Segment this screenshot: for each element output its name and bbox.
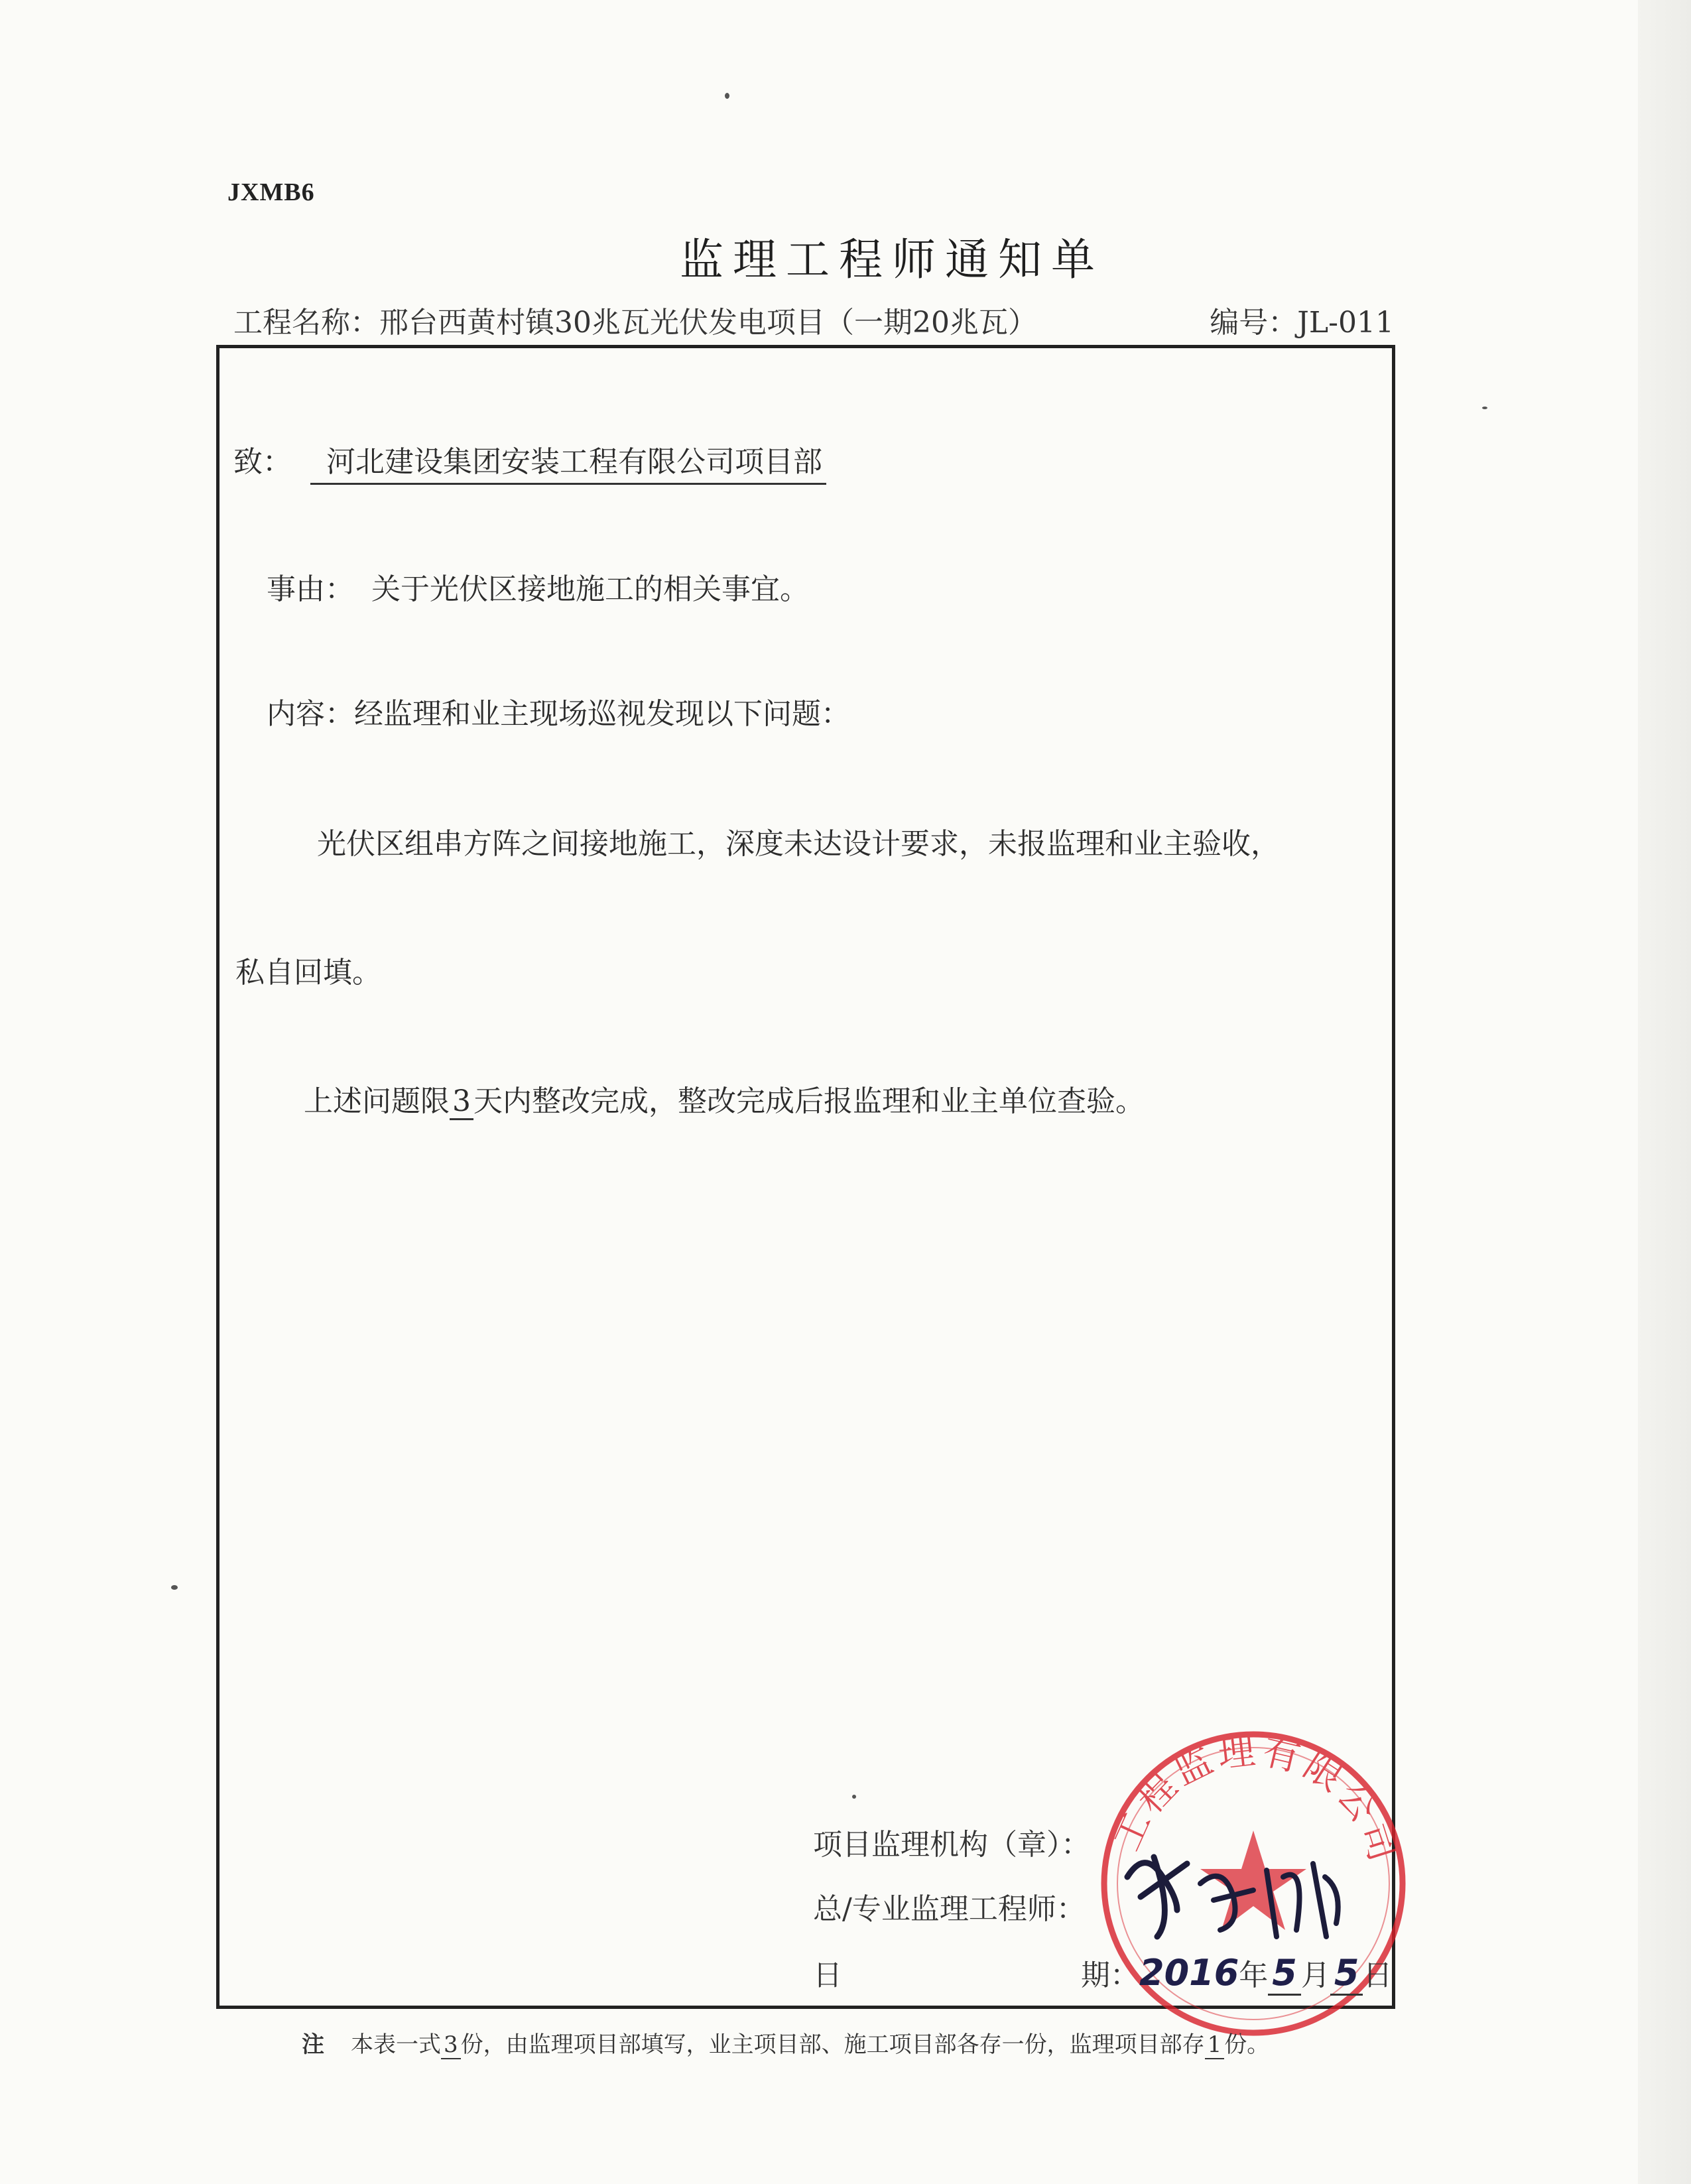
reason-label: 事由： [267, 572, 354, 606]
project-name-field [233, 298, 1037, 341]
scan-speck [171, 1585, 178, 1590]
scan-speck [725, 93, 729, 99]
date-month: 5 [1268, 1952, 1301, 1996]
document-title: 监理工程师通知单 [680, 234, 1104, 285]
date-day: 5 [1330, 1952, 1363, 1996]
date-day-suffix: 日 [1363, 1959, 1393, 1992]
footnote-text-before: 本表一式 [351, 2031, 441, 2058]
date-month-suffix: 月 [1300, 1959, 1330, 1992]
deadline-text-after: 天内整改完成，整改完成后报监理和业主单位查验。 [473, 1084, 1145, 1118]
date-label-first-char: 日 [813, 1959, 842, 1992]
scan-speck [1482, 407, 1487, 409]
date-label-second-char: 期： [1081, 1959, 1139, 1992]
footnote-text-mid: 份，由监理项目部填写，业主项目部、施工项目部各存一份，监理项目部存 [460, 2031, 1205, 2058]
content-row [267, 690, 850, 732]
deadline-text-before: 上述问题限 [304, 1084, 450, 1118]
signoff-date [1081, 1951, 1392, 1996]
footnote [302, 2026, 1269, 2059]
date-year: 2016 [1139, 1952, 1239, 1994]
reason-row [267, 565, 809, 608]
content-label: 内容： [267, 697, 354, 731]
project-number-field [1210, 298, 1394, 341]
recipient-value: 河北建设集团安装工程有限公司项目部 [310, 438, 826, 485]
project-number-value: JL-011 [1297, 306, 1394, 340]
project-number-label: 编号： [1210, 306, 1298, 340]
supervision-org-label: 项目监理机构（章）： [813, 1828, 1090, 1862]
content-paragraph-3 [304, 1077, 1145, 1120]
recipient-row [233, 438, 826, 485]
recipient-label: 致： [233, 445, 292, 479]
engineer-signature [1114, 1837, 1353, 1950]
reason-value: 关于光伏区接地施工的相关事宜。 [371, 572, 809, 606]
form-code: JXMB6 [227, 178, 315, 206]
seal-text: 工程监理有限公司 [1105, 1728, 1406, 1870]
project-name-label: 工程名称： [233, 306, 379, 340]
footnote-text-after: 份。 [1224, 2031, 1270, 2058]
project-name-value: 邢台西黄村镇30兆瓦光伏发电项目（一期20兆瓦） [379, 306, 1037, 340]
content-paragraph-2: 私自回填。 [235, 956, 381, 990]
footnote-mark: 注 [302, 2031, 324, 2058]
supervising-engineer-label: 总/专业监理工程师： [813, 1892, 1086, 1926]
date-year-suffix: 年 [1239, 1959, 1269, 1992]
deadline-days: 3 [450, 1084, 473, 1120]
footnote-copies: 3 [441, 2031, 461, 2059]
content-paragraph-1: 光伏区组串方阵之间接地施工，深度未达设计要求，未报监理和业主验收， [317, 827, 1280, 861]
project-meta-line [233, 298, 1394, 341]
scan-speck [852, 1795, 856, 1799]
footnote-keep-count: 1 [1205, 2031, 1225, 2059]
scan-page-edge [1638, 0, 1691, 2184]
content-intro: 经监理和业主现场巡视发现以下问题： [354, 697, 850, 731]
